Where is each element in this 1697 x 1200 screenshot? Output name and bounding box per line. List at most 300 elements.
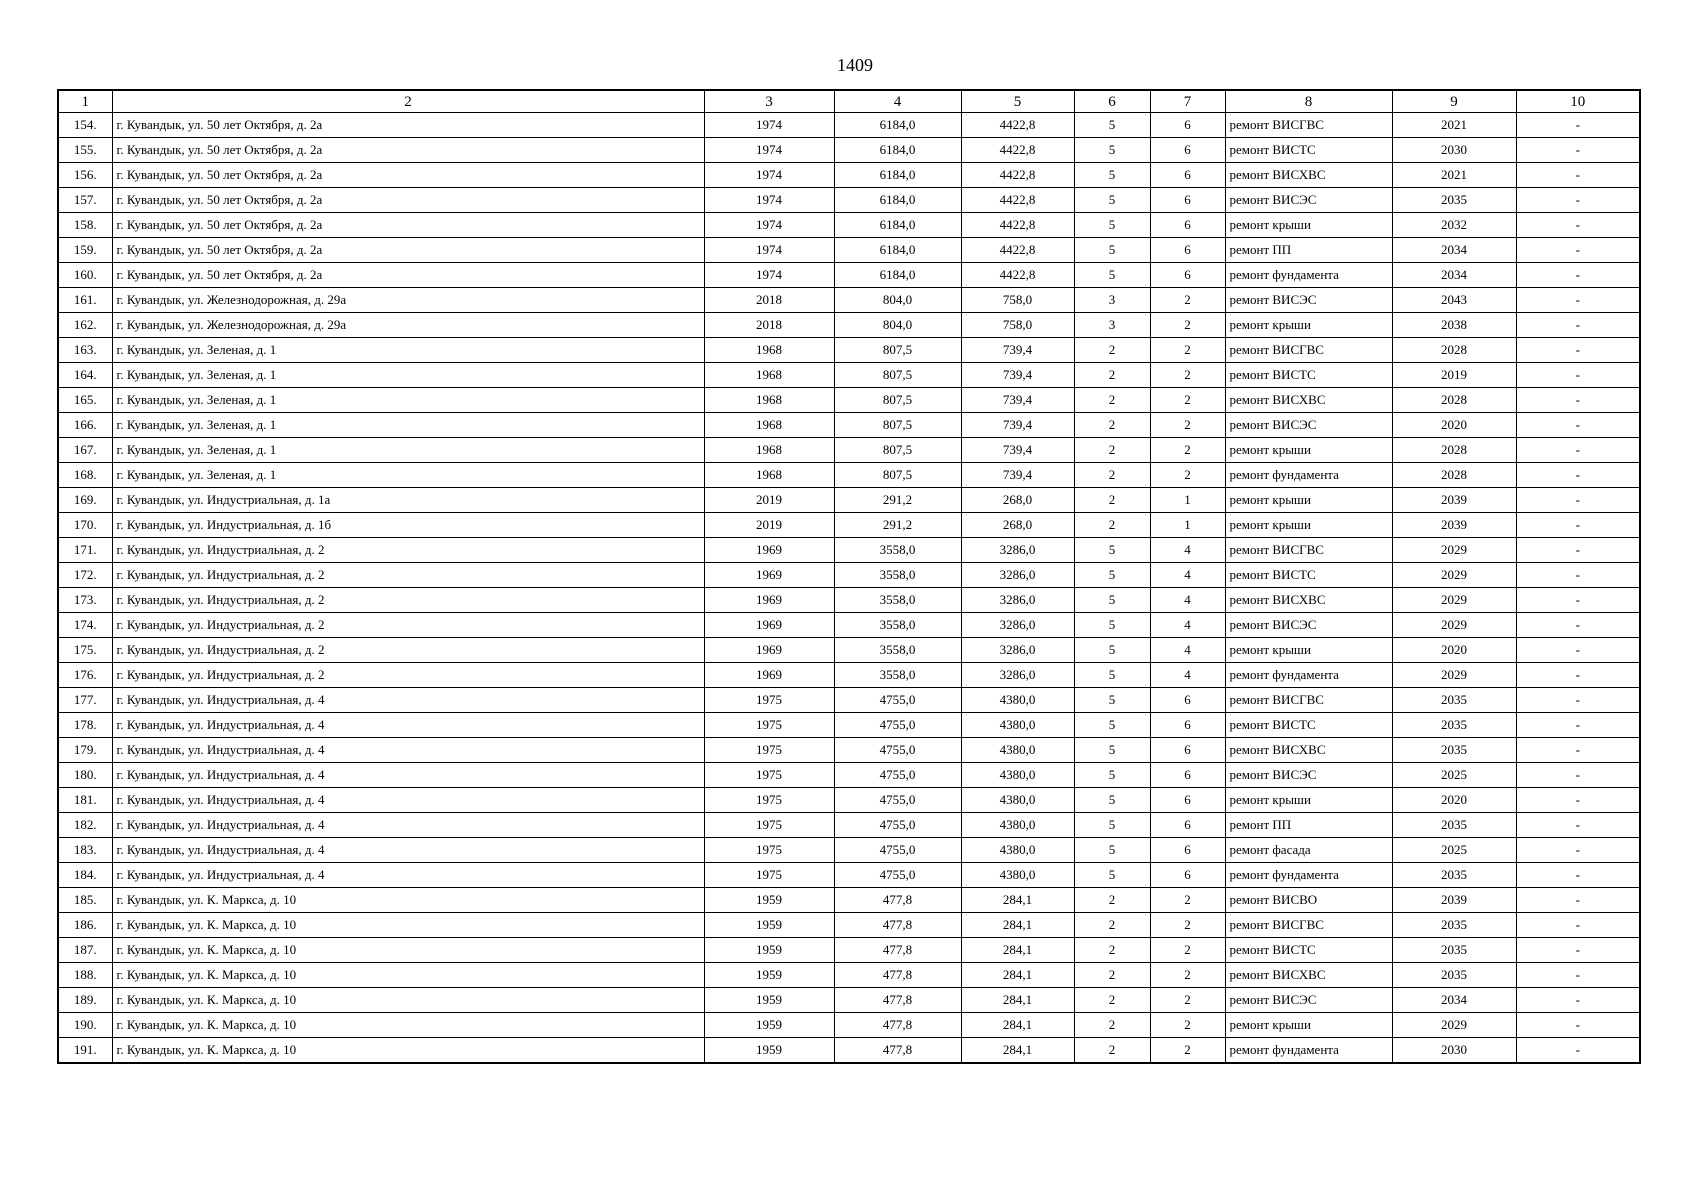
table-row [58,763,1640,788]
cell-address: г. Кувандык, ул. Индустриальная, д. 1а [112,488,704,513]
cell-floors: 2 [1074,363,1150,388]
table-row [58,138,1640,163]
cell-living-area: 3286,0 [961,663,1074,688]
cell-note: - [1516,663,1640,688]
cell-repair-type: ремонт фундамента [1225,663,1392,688]
cell-entrances: 6 [1150,238,1225,263]
cell-planned-year: 2039 [1392,888,1516,913]
cell-entrances: 1 [1150,488,1225,513]
cell-note: - [1516,888,1640,913]
cell-repair-type: ремонт ВИСГВС [1225,913,1392,938]
cell-address: г. Кувандык, ул. Индустриальная, д. 2 [112,588,704,613]
cell-planned-year: 2030 [1392,1038,1516,1064]
cell-planned-year: 2035 [1392,188,1516,213]
cell-repair-type: ремонт крыши [1225,313,1392,338]
cell-living-area: 3286,0 [961,588,1074,613]
cell-repair-type: ремонт ВИСТС [1225,363,1392,388]
cell-entrances: 2 [1150,438,1225,463]
cell-living-area: 4422,8 [961,188,1074,213]
cell-floors: 5 [1074,688,1150,713]
cell-living-area: 4380,0 [961,738,1074,763]
cell-row-number: 173. [58,588,112,613]
cell-entrances: 4 [1150,588,1225,613]
cell-entrances: 2 [1150,413,1225,438]
cell-planned-year: 2039 [1392,513,1516,538]
cell-row-number: 185. [58,888,112,913]
cell-repair-type: ремонт крыши [1225,438,1392,463]
cell-total-area: 4755,0 [834,763,961,788]
cell-total-area: 6184,0 [834,188,961,213]
cell-note: - [1516,313,1640,338]
cell-row-number: 183. [58,838,112,863]
cell-note: - [1516,1038,1640,1064]
cell-entrances: 2 [1150,888,1225,913]
cell-repair-type: ремонт фундамента [1225,863,1392,888]
cell-address: г. Кувандык, ул. Индустриальная, д. 1б [112,513,704,538]
cell-total-area: 807,5 [834,388,961,413]
cell-floors: 2 [1074,488,1150,513]
cell-floors: 5 [1074,788,1150,813]
cell-living-area: 4380,0 [961,763,1074,788]
cell-total-area: 477,8 [834,888,961,913]
cell-note: - [1516,513,1640,538]
cell-total-area: 6184,0 [834,213,961,238]
cell-note: - [1516,488,1640,513]
table-row [58,913,1640,938]
cell-entrances: 2 [1150,313,1225,338]
cell-address: г. Кувандык, ул. Индустриальная, д. 2 [112,538,704,563]
cell-build-year: 1974 [704,238,834,263]
cell-planned-year: 2025 [1392,838,1516,863]
cell-planned-year: 2035 [1392,813,1516,838]
cell-living-area: 268,0 [961,488,1074,513]
cell-address: г. Кувандык, ул. Железнодорожная, д. 29а [112,313,704,338]
cell-note: - [1516,463,1640,488]
cell-row-number: 167. [58,438,112,463]
cell-planned-year: 2029 [1392,663,1516,688]
cell-total-area: 807,5 [834,438,961,463]
cell-row-number: 157. [58,188,112,213]
table-row [58,338,1640,363]
cell-total-area: 3558,0 [834,638,961,663]
cell-planned-year: 2030 [1392,138,1516,163]
cell-planned-year: 2029 [1392,538,1516,563]
cell-build-year: 1975 [704,863,834,888]
cell-living-area: 4422,8 [961,238,1074,263]
column-header: 3 [704,90,834,113]
cell-repair-type: ремонт ВИСГВС [1225,338,1392,363]
column-header: 7 [1150,90,1225,113]
cell-total-area: 3558,0 [834,538,961,563]
table-row [58,488,1640,513]
cell-repair-type: ремонт ВИСТС [1225,713,1392,738]
cell-row-number: 184. [58,863,112,888]
cell-total-area: 6184,0 [834,138,961,163]
cell-living-area: 739,4 [961,338,1074,363]
column-header: 5 [961,90,1074,113]
cell-note: - [1516,1013,1640,1038]
table-row [58,638,1640,663]
cell-repair-type: ремонт ВИСВО [1225,888,1392,913]
table-row [58,113,1640,138]
cell-build-year: 1969 [704,663,834,688]
cell-total-area: 6184,0 [834,238,961,263]
table-row [58,313,1640,338]
cell-build-year: 1959 [704,988,834,1013]
cell-total-area: 807,5 [834,338,961,363]
cell-entrances: 2 [1150,938,1225,963]
table-row [58,813,1640,838]
cell-row-number: 164. [58,363,112,388]
cell-living-area: 3286,0 [961,563,1074,588]
cell-row-number: 191. [58,1038,112,1064]
cell-living-area: 4422,8 [961,113,1074,138]
cell-build-year: 1959 [704,913,834,938]
column-header: 10 [1516,90,1640,113]
column-header: 2 [112,90,704,113]
cell-repair-type: ремонт фундамента [1225,263,1392,288]
cell-note: - [1516,138,1640,163]
cell-total-area: 807,5 [834,363,961,388]
cell-total-area: 477,8 [834,938,961,963]
table-row [58,263,1640,288]
cell-repair-type: ремонт фундамента [1225,1038,1392,1064]
cell-repair-type: ремонт ВИСХВС [1225,588,1392,613]
cell-row-number: 154. [58,113,112,138]
cell-build-year: 1975 [704,688,834,713]
cell-entrances: 6 [1150,688,1225,713]
cell-planned-year: 2034 [1392,988,1516,1013]
cell-address: г. Кувандык, ул. К. Маркса, д. 10 [112,1013,704,1038]
cell-total-area: 4755,0 [834,788,961,813]
cell-planned-year: 2034 [1392,238,1516,263]
cell-floors: 3 [1074,313,1150,338]
cell-planned-year: 2029 [1392,613,1516,638]
cell-row-number: 180. [58,763,112,788]
cell-address: г. Кувандык, ул. Индустриальная, д. 4 [112,713,704,738]
cell-row-number: 161. [58,288,112,313]
cell-entrances: 2 [1150,338,1225,363]
table-row [58,513,1640,538]
cell-floors: 5 [1074,563,1150,588]
cell-floors: 2 [1074,338,1150,363]
cell-address: г. Кувандык, ул. Индустриальная, д. 2 [112,613,704,638]
cell-floors: 2 [1074,1038,1150,1064]
cell-row-number: 170. [58,513,112,538]
cell-entrances: 6 [1150,813,1225,838]
cell-row-number: 158. [58,213,112,238]
cell-entrances: 2 [1150,1013,1225,1038]
table-row [58,363,1640,388]
cell-entrances: 2 [1150,988,1225,1013]
cell-total-area: 4755,0 [834,813,961,838]
cell-row-number: 174. [58,613,112,638]
cell-row-number: 162. [58,313,112,338]
cell-entrances: 6 [1150,838,1225,863]
cell-repair-type: ремонт ВИСГВС [1225,688,1392,713]
cell-build-year: 1969 [704,538,834,563]
cell-address: г. Кувандык, ул. 50 лет Октября, д. 2а [112,263,704,288]
cell-planned-year: 2035 [1392,963,1516,988]
cell-note: - [1516,713,1640,738]
cell-living-area: 284,1 [961,913,1074,938]
cell-repair-type: ремонт ВИСЭС [1225,763,1392,788]
cell-living-area: 758,0 [961,313,1074,338]
table-row [58,963,1640,988]
column-header: 4 [834,90,961,113]
cell-row-number: 160. [58,263,112,288]
cell-entrances: 2 [1150,388,1225,413]
cell-row-number: 177. [58,688,112,713]
table-row [58,688,1640,713]
table-row [58,613,1640,638]
cell-living-area: 4380,0 [961,838,1074,863]
cell-floors: 2 [1074,1013,1150,1038]
cell-note: - [1516,988,1640,1013]
cell-build-year: 2018 [704,288,834,313]
cell-row-number: 179. [58,738,112,763]
cell-repair-type: ремонт ВИСГВС [1225,538,1392,563]
cell-address: г. Кувандык, ул. Зеленая, д. 1 [112,338,704,363]
cell-total-area: 3558,0 [834,563,961,588]
cell-note: - [1516,788,1640,813]
cell-address: г. Кувандык, ул. Зеленая, д. 1 [112,463,704,488]
cell-note: - [1516,613,1640,638]
cell-repair-type: ремонт крыши [1225,213,1392,238]
cell-floors: 5 [1074,213,1150,238]
header-row [58,90,1640,113]
column-header: 1 [58,90,112,113]
cell-row-number: 188. [58,963,112,988]
cell-living-area: 284,1 [961,988,1074,1013]
cell-build-year: 1975 [704,738,834,763]
cell-planned-year: 2020 [1392,413,1516,438]
cell-floors: 5 [1074,763,1150,788]
cell-living-area: 739,4 [961,413,1074,438]
table-row [58,788,1640,813]
cell-row-number: 159. [58,238,112,263]
cell-living-area: 739,4 [961,388,1074,413]
cell-entrances: 2 [1150,913,1225,938]
cell-address: г. Кувандык, ул. 50 лет Октября, д. 2а [112,238,704,263]
cell-floors: 5 [1074,713,1150,738]
cell-address: г. Кувандык, ул. Зеленая, д. 1 [112,438,704,463]
cell-note: - [1516,963,1640,988]
table-row [58,863,1640,888]
cell-note: - [1516,913,1640,938]
table-row [58,213,1640,238]
cell-total-area: 3558,0 [834,613,961,638]
cell-entrances: 6 [1150,788,1225,813]
cell-planned-year: 2020 [1392,638,1516,663]
cell-total-area: 477,8 [834,913,961,938]
table-row [58,838,1640,863]
cell-note: - [1516,938,1640,963]
cell-repair-type: ремонт крыши [1225,513,1392,538]
cell-build-year: 1975 [704,788,834,813]
cell-floors: 2 [1074,938,1150,963]
cell-entrances: 2 [1150,363,1225,388]
cell-note: - [1516,538,1640,563]
cell-planned-year: 2039 [1392,488,1516,513]
cell-repair-type: ремонт ВИСЭС [1225,288,1392,313]
cell-total-area: 3558,0 [834,663,961,688]
cell-living-area: 4380,0 [961,688,1074,713]
cell-note: - [1516,263,1640,288]
cell-address: г. Кувандык, ул. 50 лет Октября, д. 2а [112,138,704,163]
cell-address: г. Кувандык, ул. Индустриальная, д. 4 [112,813,704,838]
cell-build-year: 1974 [704,163,834,188]
cell-entrances: 4 [1150,563,1225,588]
cell-planned-year: 2021 [1392,163,1516,188]
cell-row-number: 190. [58,1013,112,1038]
cell-total-area: 4755,0 [834,713,961,738]
cell-floors: 2 [1074,988,1150,1013]
cell-living-area: 4380,0 [961,863,1074,888]
cell-floors: 2 [1074,963,1150,988]
cell-floors: 5 [1074,113,1150,138]
cell-address: г. Кувандык, ул. Индустриальная, д. 4 [112,688,704,713]
cell-address: г. Кувандык, ул. К. Маркса, д. 10 [112,963,704,988]
cell-address: г. Кувандык, ул. Индустриальная, д. 4 [112,763,704,788]
cell-note: - [1516,188,1640,213]
cell-planned-year: 2021 [1392,113,1516,138]
cell-entrances: 6 [1150,738,1225,763]
cell-living-area: 4422,8 [961,213,1074,238]
cell-planned-year: 2028 [1392,463,1516,488]
cell-total-area: 477,8 [834,1038,961,1064]
cell-build-year: 1974 [704,138,834,163]
table-row [58,1013,1640,1038]
cell-total-area: 6184,0 [834,263,961,288]
table-row [58,938,1640,963]
cell-planned-year: 2029 [1392,1013,1516,1038]
cell-planned-year: 2035 [1392,863,1516,888]
table-row [58,413,1640,438]
cell-entrances: 6 [1150,213,1225,238]
cell-build-year: 2019 [704,488,834,513]
cell-note: - [1516,438,1640,463]
cell-row-number: 186. [58,913,112,938]
cell-build-year: 1959 [704,1013,834,1038]
cell-repair-type: ремонт ПП [1225,813,1392,838]
cell-total-area: 477,8 [834,963,961,988]
cell-row-number: 168. [58,463,112,488]
cell-total-area: 4755,0 [834,738,961,763]
table-row [58,888,1640,913]
cell-living-area: 284,1 [961,888,1074,913]
cell-total-area: 477,8 [834,988,961,1013]
cell-living-area: 758,0 [961,288,1074,313]
table-row [58,188,1640,213]
cell-address: г. Кувандык, ул. Зеленая, д. 1 [112,363,704,388]
cell-note: - [1516,738,1640,763]
cell-entrances: 6 [1150,863,1225,888]
cell-note: - [1516,288,1640,313]
cell-repair-type: ремонт ВИСТС [1225,138,1392,163]
cell-address: г. Кувандык, ул. Индустриальная, д. 4 [112,838,704,863]
cell-note: - [1516,338,1640,363]
cell-living-area: 4380,0 [961,788,1074,813]
cell-total-area: 807,5 [834,413,961,438]
cell-floors: 5 [1074,638,1150,663]
cell-living-area: 4380,0 [961,813,1074,838]
cell-floors: 5 [1074,613,1150,638]
cell-address: г. Кувандык, ул. Индустриальная, д. 2 [112,563,704,588]
cell-entrances: 6 [1150,113,1225,138]
cell-living-area: 4422,8 [961,163,1074,188]
cell-build-year: 1968 [704,363,834,388]
cell-floors: 5 [1074,863,1150,888]
cell-address: г. Кувандык, ул. К. Маркса, д. 10 [112,938,704,963]
cell-floors: 5 [1074,838,1150,863]
table-row [58,738,1640,763]
cell-note: - [1516,638,1640,663]
cell-build-year: 1975 [704,763,834,788]
cell-build-year: 1974 [704,113,834,138]
cell-row-number: 165. [58,388,112,413]
cell-address: г. Кувандык, ул. Индустриальная, д. 2 [112,638,704,663]
cell-entrances: 6 [1150,188,1225,213]
cell-note: - [1516,838,1640,863]
cell-row-number: 181. [58,788,112,813]
cell-address: г. Кувандык, ул. 50 лет Октября, д. 2а [112,113,704,138]
cell-floors: 5 [1074,588,1150,613]
cell-note: - [1516,863,1640,888]
cell-address: г. Кувандык, ул. К. Маркса, д. 10 [112,1038,704,1064]
column-header: 9 [1392,90,1516,113]
cell-address: г. Кувандык, ул. Зеленая, д. 1 [112,388,704,413]
cell-floors: 5 [1074,238,1150,263]
cell-living-area: 739,4 [961,438,1074,463]
table-row [58,988,1640,1013]
cell-floors: 2 [1074,913,1150,938]
cell-entrances: 6 [1150,138,1225,163]
cell-note: - [1516,413,1640,438]
cell-row-number: 187. [58,938,112,963]
cell-build-year: 1959 [704,963,834,988]
cell-entrances: 4 [1150,638,1225,663]
cell-build-year: 1969 [704,638,834,663]
cell-entrances: 2 [1150,463,1225,488]
cell-entrances: 2 [1150,963,1225,988]
cell-total-area: 4755,0 [834,838,961,863]
cell-planned-year: 2035 [1392,713,1516,738]
cell-build-year: 1968 [704,338,834,363]
cell-row-number: 189. [58,988,112,1013]
cell-living-area: 3286,0 [961,638,1074,663]
cell-address: г. Кувандык, ул. Железнодорожная, д. 29а [112,288,704,313]
cell-living-area: 4380,0 [961,713,1074,738]
cell-entrances: 4 [1150,613,1225,638]
cell-floors: 5 [1074,163,1150,188]
cell-floors: 5 [1074,138,1150,163]
cell-repair-type: ремонт ВИСХВС [1225,738,1392,763]
cell-planned-year: 2029 [1392,563,1516,588]
cell-build-year: 1975 [704,813,834,838]
cell-repair-type: ремонт ВИСЭС [1225,613,1392,638]
table-row [58,163,1640,188]
cell-total-area: 477,8 [834,1013,961,1038]
cell-build-year: 1959 [704,888,834,913]
cell-repair-type: ремонт фасада [1225,838,1392,863]
column-header: 6 [1074,90,1150,113]
cell-floors: 2 [1074,413,1150,438]
cell-floors: 2 [1074,388,1150,413]
cell-build-year: 1968 [704,438,834,463]
table-row [58,388,1640,413]
cell-living-area: 284,1 [961,1038,1074,1064]
